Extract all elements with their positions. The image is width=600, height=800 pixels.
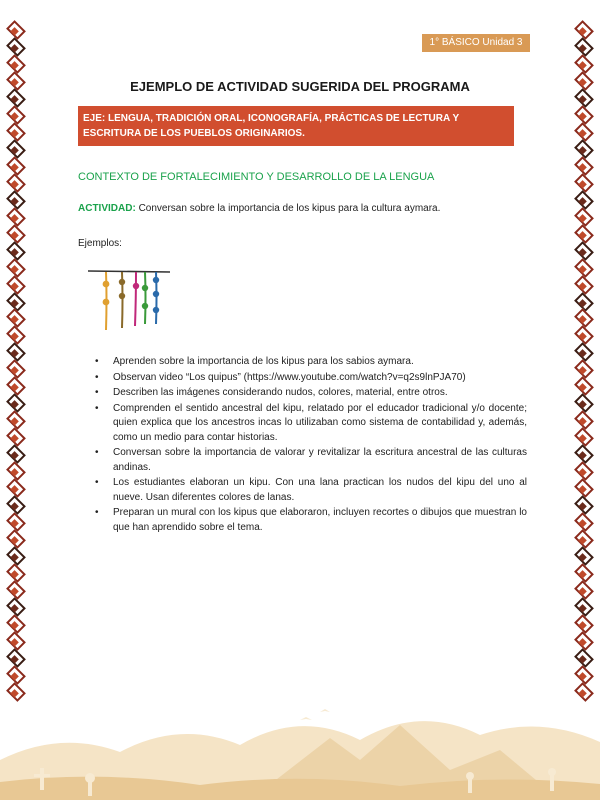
border-motif	[574, 258, 594, 278]
border-motif	[574, 529, 594, 549]
border-motif	[6, 478, 26, 498]
border-motif	[6, 88, 26, 108]
border-motif	[574, 512, 594, 532]
border-motif	[6, 224, 26, 244]
list-item: • Conversan sobre la importancia de valorar y revitalizar la escritura ancestral de las culturas andinas.	[95, 446, 527, 475]
page-title: EJEMPLO DE ACTIVIDAD SUGERIDA DEL PROGRAMA	[130, 79, 470, 94]
border-motif	[574, 359, 594, 379]
border-motif	[574, 309, 594, 329]
border-motif	[6, 563, 26, 583]
border-motif	[6, 292, 26, 312]
border-motif	[6, 546, 26, 566]
border-motif	[574, 88, 594, 108]
border-motif	[574, 105, 594, 125]
border-motif	[6, 71, 26, 91]
list-item: • Comprenden el sentido ancestral del kipu, relatado por el educador tradicional y/o docente; quien explica que los ancestros incas lo utilizaban como sistema de contabilidad y, además, como un medio para contar historias.	[95, 402, 527, 446]
border-motif	[6, 665, 26, 685]
border-motif	[6, 631, 26, 651]
border-motif	[574, 614, 594, 634]
border-motif	[574, 461, 594, 481]
list-item: • Observan video “Los quipus” (https://www.youtube.com/watch?v=q2s9lnPJA70)	[95, 371, 527, 386]
border-motif	[574, 173, 594, 193]
border-motif	[574, 241, 594, 261]
border-motif	[6, 139, 26, 159]
border-motif	[574, 393, 594, 413]
kipu-cord-4	[143, 272, 147, 324]
border-motif	[574, 410, 594, 430]
border-motif	[6, 190, 26, 210]
border-motif	[574, 427, 594, 447]
border-motif	[574, 444, 594, 464]
border-motif	[574, 326, 594, 346]
kipu-illustration	[86, 268, 172, 334]
border-motif	[574, 71, 594, 91]
border-motif	[574, 376, 594, 396]
kipu-cord-5	[154, 272, 158, 324]
border-motif	[574, 224, 594, 244]
border-motif	[6, 122, 26, 142]
border-motif	[6, 376, 26, 396]
activity-line	[78, 203, 440, 214]
border-motif	[6, 393, 26, 413]
left-border-pattern	[5, 22, 27, 700]
border-motif	[6, 427, 26, 447]
border-motif	[574, 122, 594, 142]
border-motif	[6, 461, 26, 481]
border-motif	[574, 631, 594, 651]
border-motif	[6, 359, 26, 379]
kipu-cord-1	[104, 272, 109, 330]
border-motif	[6, 309, 26, 329]
unit-badge: 1° BÁSICO Unidad 3	[422, 34, 530, 52]
border-motif	[574, 275, 594, 295]
list-item: • Aprenden sobre la importancia de los kipus para los sabios aymara.	[95, 355, 527, 370]
right-border-pattern	[573, 22, 595, 700]
border-motif	[6, 37, 26, 57]
border-motif	[574, 597, 594, 617]
andean-landscape-illustration	[0, 690, 600, 800]
border-motif	[574, 190, 594, 210]
border-motif	[6, 258, 26, 278]
border-motif	[6, 156, 26, 176]
border-motif	[6, 326, 26, 346]
activity-label: ACTIVIDAD	[78, 203, 133, 214]
list-item: • Describen las imágenes considerando nudos, colores, material, entre otros.	[95, 386, 527, 401]
border-motif	[6, 54, 26, 74]
border-motif	[574, 580, 594, 600]
border-motif	[574, 292, 594, 312]
border-motif	[574, 20, 594, 40]
border-motif	[6, 444, 26, 464]
border-motif	[6, 105, 26, 125]
list-item: • Preparan un mural con los kipus que elaboraron, incluyen recortes o dibujos que muestran lo que han aprendido sobre el tema.	[95, 506, 527, 535]
border-motif	[574, 343, 594, 363]
border-motif	[6, 275, 26, 295]
border-motif	[574, 648, 594, 668]
border-motif	[574, 207, 594, 227]
activity-bullet-list	[95, 355, 527, 536]
border-motif	[6, 580, 26, 600]
border-motif	[6, 648, 26, 668]
border-motif	[6, 495, 26, 515]
border-motif	[6, 173, 26, 193]
activity-text: Conversan sobre la importancia de los kipus para la cultura aymara.	[135, 203, 441, 214]
border-motif	[574, 665, 594, 685]
kipu-main-cord	[88, 271, 170, 272]
border-motif	[574, 478, 594, 498]
border-motif	[574, 139, 594, 159]
border-motif	[6, 529, 26, 549]
border-motif	[574, 54, 594, 74]
border-motif	[6, 614, 26, 634]
border-motif	[574, 546, 594, 566]
kipu-cord-2	[120, 272, 124, 328]
border-motif	[6, 343, 26, 363]
border-motif	[6, 410, 26, 430]
border-motif	[574, 156, 594, 176]
examples-label: Ejemplos:	[78, 238, 122, 249]
eje-banner: EJE: LENGUA, TRADICIÓN ORAL, ICONOGRAFÍA, PRÁCTICAS DE LECTURA Y ESCRITURA DE LOS PUEBLOS ORIGINARIOS.	[78, 106, 514, 146]
border-motif	[6, 512, 26, 532]
border-motif	[574, 495, 594, 515]
border-motif	[6, 207, 26, 227]
list-item: • Los estudiantes elaboran un kipu. Con una lana practican los nudos del kipu del uno al nueve. Usan diferentes colores de lanas.	[95, 476, 527, 505]
kipu-cord-3	[134, 272, 138, 326]
activity-colon: :	[132, 203, 136, 214]
border-motif	[574, 37, 594, 57]
section-heading: CONTEXTO DE FORTALECIMIENTO Y DESARROLLO DE LA LENGUA	[78, 171, 435, 183]
border-motif	[6, 241, 26, 261]
border-motif	[6, 20, 26, 40]
border-motif	[6, 597, 26, 617]
border-motif	[574, 563, 594, 583]
